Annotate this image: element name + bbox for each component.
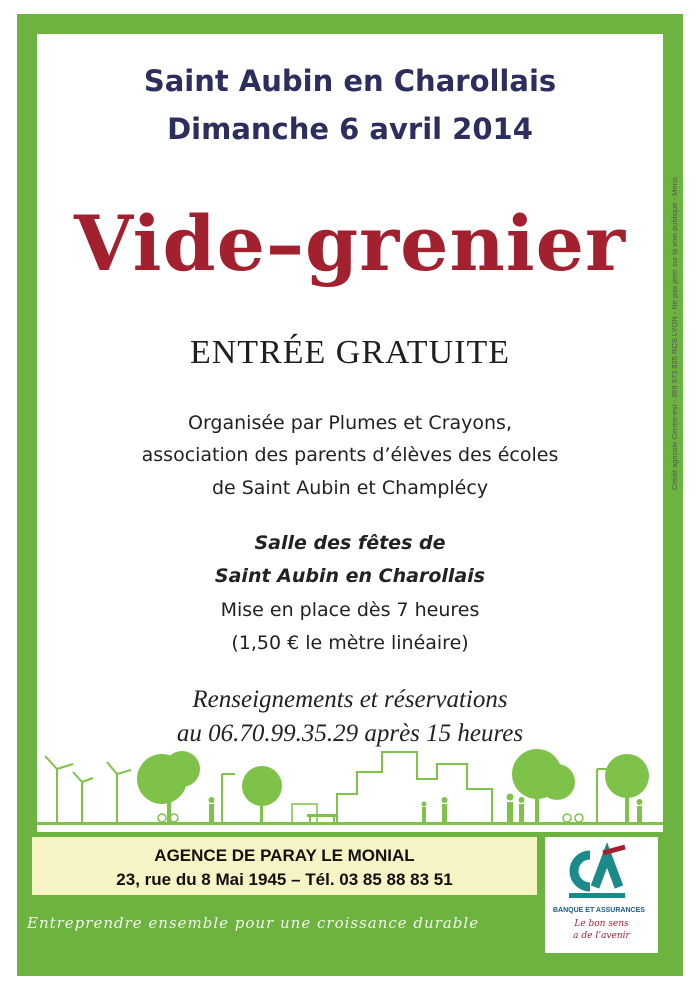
- free-entry: ENTRÉE GRATUITE: [189, 334, 510, 371]
- organizer-line-3: de Saint Aubin et Champlécy: [211, 477, 489, 499]
- event-title: Vide–grenier: [73, 199, 627, 288]
- credit-agricole-logo: [545, 837, 658, 953]
- legal-notice: Crédit agricole Centre-est - 399 973 825 RCS LYON - Ne pas jeter sur la voie publique - Merci.: [670, 175, 679, 490]
- town-heading: Saint Aubin en Charollais: [143, 64, 557, 98]
- bank-slogan: Entreprendre ensemble pour une croissance durable: [27, 914, 480, 932]
- event-date: Dimanche 6 avril 2014: [167, 112, 533, 146]
- green-cityscape-illustration: [37, 734, 663, 832]
- logo-tagline-1: Le bon sens: [574, 919, 629, 929]
- venue-line-2: Saint Aubin en Charollais: [214, 565, 486, 587]
- credit-agricole-logo-icon: [545, 837, 658, 907]
- venue-line-1: Salle des fêtes de: [254, 532, 446, 554]
- bank-agency-box: [32, 837, 537, 895]
- info-line-1: Renseignements et réservations: [192, 686, 508, 713]
- logo-tagline-2: a de l’avenir: [573, 931, 630, 941]
- logo-tagline-bank: BANQUE ET ASSURANCES: [553, 907, 645, 914]
- poster-frame: [17, 14, 683, 976]
- setup-time: Mise en place dès 7 heures: [220, 599, 480, 621]
- agency-name: AGENCE DE PARAY LE MONIAL: [154, 846, 415, 865]
- organizer-line-2: association des parents d’élèves des écoles: [141, 444, 559, 466]
- price-per-meter: (1,50 € le mètre linéaire): [231, 632, 469, 654]
- organizer-line-1: Organisée par Plumes et Crayons,: [188, 412, 512, 434]
- info-line-2: au 06.70.99.35.29 après 15 heures: [176, 720, 524, 747]
- agency-address: 23, rue du 8 Mai 1945 – Tél. 03 85 88 83 51: [116, 870, 453, 889]
- poster-content: [37, 34, 663, 832]
